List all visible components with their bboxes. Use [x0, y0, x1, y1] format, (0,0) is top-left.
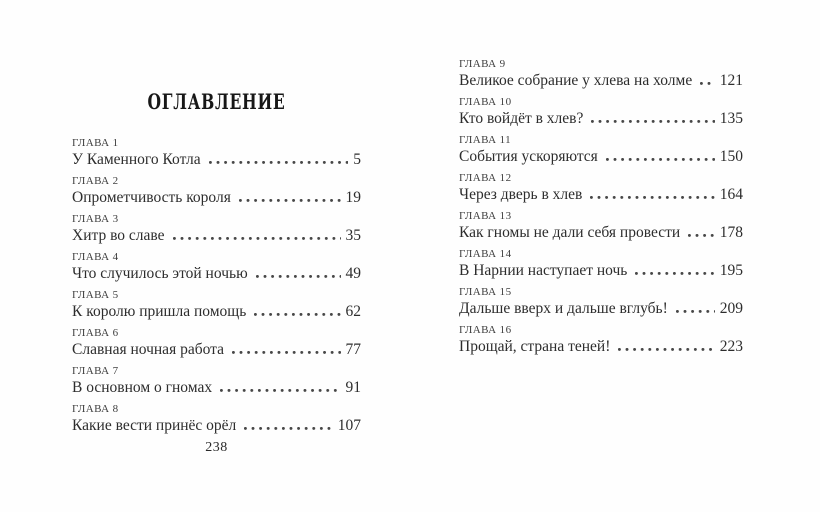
- dot-leader: [244, 427, 332, 430]
- chapter-label: ГЛАВА 12: [459, 172, 512, 184]
- dot-leader: [676, 310, 715, 313]
- chapter-page-number: 49: [345, 265, 361, 282]
- left-page: [72, 0, 361, 456]
- dot-leader: [590, 196, 714, 199]
- chapter-label: ГЛАВА 16: [459, 324, 512, 336]
- dot-leader: [220, 389, 340, 392]
- chapter-line: [72, 188, 361, 207]
- chapter-title: Опрометчивость короля: [72, 189, 231, 206]
- chapter-line: [72, 226, 361, 245]
- dot-leader: [173, 237, 341, 240]
- chapter-title: Какие вести принёс орёл: [72, 417, 237, 434]
- dot-leader: [591, 120, 714, 123]
- chapter-title: Кто войдёт в хлев?: [459, 110, 584, 127]
- chapter-page-number: 77: [345, 341, 361, 358]
- chapter-line: [72, 302, 361, 321]
- toc-entry: [459, 285, 743, 318]
- chapter-page-number: 121: [719, 72, 743, 89]
- dot-leader: [239, 199, 341, 202]
- chapter-label: ГЛАВА 11: [459, 134, 512, 146]
- dot-leader: [606, 158, 715, 161]
- chapter-title: К королю пришла помощь: [72, 303, 247, 320]
- chapter-title: Что случилось этой ночью: [72, 265, 248, 282]
- chapter-label: ГЛАВА 7: [72, 365, 119, 377]
- chapter-title: В Нарнии наступает ночь: [459, 262, 628, 279]
- chapter-line: [72, 264, 361, 283]
- toc-entry: [72, 326, 361, 359]
- chapter-page-number: 135: [719, 110, 743, 127]
- dot-leader: [618, 348, 714, 351]
- toc-entry: [459, 95, 743, 128]
- chapter-label: ГЛАВА 6: [72, 327, 119, 339]
- chapter-line: [459, 109, 743, 128]
- dot-leader: [688, 234, 715, 237]
- toc-entries-right: [459, 57, 743, 356]
- chapter-line: [459, 71, 743, 90]
- chapter-label: ГЛАВА 3: [72, 213, 119, 225]
- chapter-label: ГЛАВА 10: [459, 96, 512, 108]
- dot-leader: [700, 82, 715, 85]
- toc-entry: [72, 212, 361, 245]
- chapter-line: [459, 337, 743, 356]
- chapter-page-number: 19: [345, 189, 361, 206]
- toc-entry: [72, 364, 361, 397]
- chapter-label: ГЛАВА 8: [72, 403, 119, 415]
- chapter-line: [72, 340, 361, 359]
- chapter-line: [459, 147, 743, 166]
- dot-leader: [635, 272, 714, 275]
- chapter-page-number: 35: [345, 227, 361, 244]
- chapter-title: Великое собрание у хлева на холме: [459, 72, 693, 89]
- chapter-title: Как гномы не дали себя провести: [459, 224, 681, 241]
- chapter-page-number: 5: [353, 151, 361, 168]
- chapter-page-number: 178: [719, 224, 743, 241]
- dot-leader: [232, 351, 341, 354]
- chapter-title: Дальше вверх и дальше вглубь!: [459, 300, 668, 317]
- left-page-number: 238: [205, 440, 228, 455]
- chapter-line: [459, 299, 743, 318]
- chapter-label: ГЛАВА 13: [459, 210, 512, 222]
- toc-entry: [459, 247, 743, 280]
- toc-entry: [72, 136, 361, 169]
- chapter-title: События ускоряются: [459, 148, 598, 165]
- chapter-label: ГЛАВА 14: [459, 248, 512, 260]
- chapter-title: Прощай, страна теней!: [459, 338, 611, 355]
- chapter-label: ГЛАВА 9: [459, 58, 506, 70]
- chapter-line: [72, 416, 361, 435]
- chapter-line: [459, 185, 743, 204]
- toc-entry: [459, 323, 743, 356]
- toc-entry: [459, 171, 743, 204]
- toc-entries-left: [72, 136, 361, 435]
- chapter-label: ГЛАВА 2: [72, 175, 119, 187]
- chapter-page-number: 107: [337, 417, 361, 434]
- chapter-page-number: 62: [345, 303, 361, 320]
- toc-entry: [72, 288, 361, 321]
- chapter-line: [459, 261, 743, 280]
- chapter-page-number: 223: [719, 338, 743, 355]
- chapter-title: У Каменного Котла: [72, 151, 201, 168]
- chapter-title: В основном о гномах: [72, 379, 213, 396]
- chapter-label: ГЛАВА 4: [72, 251, 119, 263]
- dot-leader: [209, 161, 349, 164]
- chapter-title: Хитр во славе: [72, 227, 165, 244]
- right-page: [459, 0, 743, 361]
- toc-entry: [72, 250, 361, 283]
- toc-entry: [72, 402, 361, 435]
- chapter-line: [72, 378, 361, 397]
- chapter-page-number: 195: [719, 262, 743, 279]
- toc-entry: [459, 133, 743, 166]
- toc-heading: ОГЛАВЛЕНИЕ: [147, 89, 286, 114]
- toc-entry: [459, 57, 743, 90]
- chapter-page-number: 209: [719, 300, 743, 317]
- chapter-title: Через дверь в хлев: [459, 186, 583, 203]
- chapter-title: Славная ночная работа: [72, 341, 224, 358]
- chapter-page-number: 91: [345, 379, 361, 396]
- chapter-page-number: 150: [719, 148, 743, 165]
- toc-entry: [459, 209, 743, 242]
- dot-leader: [256, 275, 341, 278]
- dot-leader: [254, 313, 340, 316]
- chapter-label: ГЛАВА 1: [72, 137, 119, 149]
- chapter-label: ГЛАВА 15: [459, 286, 512, 298]
- toc-entry: [72, 174, 361, 207]
- chapter-label: ГЛАВА 5: [72, 289, 119, 301]
- chapter-line: [459, 223, 743, 242]
- chapter-page-number: 164: [719, 186, 743, 203]
- chapter-line: [72, 150, 361, 169]
